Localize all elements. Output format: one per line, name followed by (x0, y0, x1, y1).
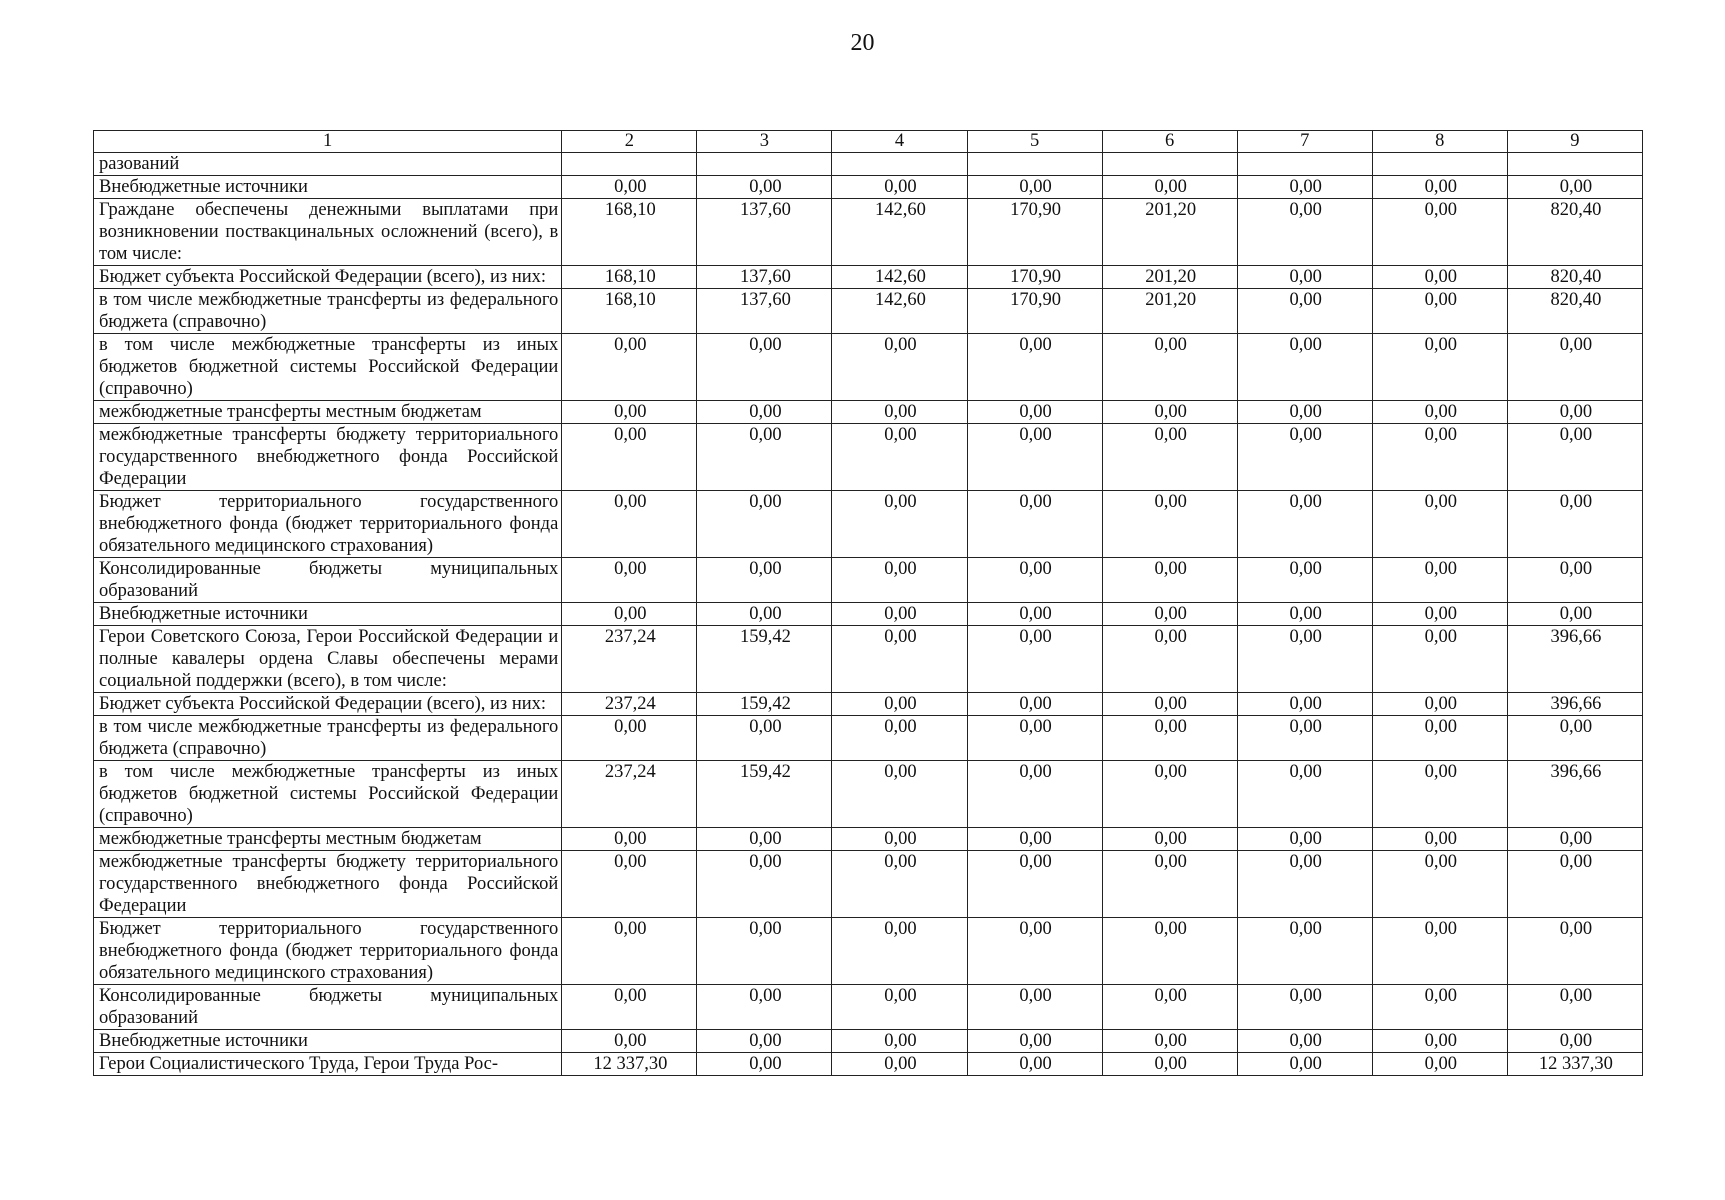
row-label: в том числе межбюджетные трансферты из федерального бюджета (справочно) (94, 289, 562, 334)
column-header: 3 (697, 131, 832, 153)
row-label: межбюджетные трансферты бюджету территориального государственного внебюджетного фонда Российской Федерации (94, 851, 562, 918)
value-cell: 0,00 (1102, 918, 1237, 985)
value-cell: 0,00 (1102, 401, 1237, 424)
column-header: 2 (562, 131, 697, 153)
table-row (94, 153, 1643, 176)
value-cell: 0,00 (1372, 693, 1507, 716)
value-cell: 0,00 (967, 558, 1102, 603)
value-cell: 237,24 (562, 693, 697, 716)
value-cell: 0,00 (832, 334, 967, 401)
value-cell: 137,60 (697, 266, 832, 289)
value-cell: 0,00 (1237, 334, 1372, 401)
value-cell: 0,00 (562, 1030, 697, 1053)
value-cell: 0,00 (562, 491, 697, 558)
value-cell: 0,00 (967, 918, 1102, 985)
table-row (94, 761, 1643, 828)
value-cell: 0,00 (562, 828, 697, 851)
value-cell: 0,00 (1237, 424, 1372, 491)
value-cell: 0,00 (1372, 199, 1507, 266)
table-row (94, 828, 1643, 851)
value-cell: 0,00 (562, 851, 697, 918)
value-cell: 0,00 (1372, 491, 1507, 558)
row-label: Внебюджетные источники (94, 1030, 562, 1053)
value-cell: 0,00 (832, 761, 967, 828)
table-row (94, 1030, 1643, 1053)
value-cell: 0,00 (832, 491, 967, 558)
value-cell: 0,00 (562, 334, 697, 401)
column-number-row (94, 131, 1643, 153)
value-cell: 0,00 (1507, 424, 1642, 491)
value-cell: 0,00 (1102, 491, 1237, 558)
value-cell: 0,00 (1237, 626, 1372, 693)
value-cell: 170,90 (967, 266, 1102, 289)
value-cell: 237,24 (562, 626, 697, 693)
value-cell: 0,00 (1237, 918, 1372, 985)
value-cell: 820,40 (1507, 266, 1642, 289)
value-cell: 0,00 (1372, 424, 1507, 491)
value-cell: 0,00 (1237, 401, 1372, 424)
value-cell: 0,00 (1507, 1030, 1642, 1053)
value-cell: 142,60 (832, 266, 967, 289)
value-cell: 201,20 (1102, 289, 1237, 334)
value-cell: 0,00 (562, 716, 697, 761)
value-cell: 201,20 (1102, 266, 1237, 289)
value-cell: 0,00 (1507, 558, 1642, 603)
value-cell: 0,00 (697, 1053, 832, 1076)
table-row (94, 289, 1643, 334)
value-cell: 820,40 (1507, 199, 1642, 266)
value-cell: 0,00 (1237, 828, 1372, 851)
column-header: 4 (832, 131, 967, 153)
value-cell: 0,00 (832, 716, 967, 761)
value-cell: 0,00 (1372, 401, 1507, 424)
value-cell: 168,10 (562, 266, 697, 289)
value-cell (697, 153, 832, 176)
value-cell: 0,00 (1372, 1030, 1507, 1053)
value-cell: 0,00 (1372, 176, 1507, 199)
value-cell: 0,00 (832, 424, 967, 491)
value-cell: 396,66 (1507, 761, 1642, 828)
value-cell: 170,90 (967, 199, 1102, 266)
value-cell: 0,00 (1102, 693, 1237, 716)
value-cell: 0,00 (1102, 1030, 1237, 1053)
value-cell: 0,00 (832, 1053, 967, 1076)
value-cell: 0,00 (1237, 199, 1372, 266)
table-row (94, 603, 1643, 626)
value-cell: 0,00 (1372, 918, 1507, 985)
table-row (94, 851, 1643, 918)
table-row (94, 716, 1643, 761)
value-cell: 0,00 (1237, 289, 1372, 334)
value-cell: 0,00 (1102, 424, 1237, 491)
value-cell: 0,00 (1237, 558, 1372, 603)
value-cell: 159,42 (697, 693, 832, 716)
value-cell: 0,00 (832, 1030, 967, 1053)
value-cell: 396,66 (1507, 626, 1642, 693)
table-row (94, 626, 1643, 693)
value-cell: 0,00 (1507, 716, 1642, 761)
value-cell: 0,00 (832, 626, 967, 693)
table-row (94, 558, 1643, 603)
column-header: 9 (1507, 131, 1642, 153)
value-cell: 0,00 (832, 828, 967, 851)
value-cell: 0,00 (832, 176, 967, 199)
value-cell (562, 153, 697, 176)
row-label: Бюджет территориального государственного внебюджетного фонда (бюджет территориального фонда обязательного медицинского страхования) (94, 918, 562, 985)
value-cell: 0,00 (1102, 626, 1237, 693)
value-cell: 0,00 (697, 558, 832, 603)
value-cell: 12 337,30 (1507, 1053, 1642, 1076)
value-cell: 142,60 (832, 199, 967, 266)
value-cell: 0,00 (1102, 851, 1237, 918)
value-cell: 0,00 (1507, 985, 1642, 1030)
value-cell: 0,00 (697, 1030, 832, 1053)
table-row (94, 693, 1643, 716)
value-cell: 159,42 (697, 761, 832, 828)
value-cell: 0,00 (967, 491, 1102, 558)
value-cell: 0,00 (1507, 918, 1642, 985)
table-row (94, 176, 1643, 199)
value-cell: 0,00 (967, 176, 1102, 199)
value-cell: 0,00 (1237, 761, 1372, 828)
value-cell: 0,00 (1237, 851, 1372, 918)
table-row (94, 401, 1643, 424)
value-cell: 0,00 (697, 176, 832, 199)
row-label: в том числе межбюджетные трансферты из иных бюджетов бюджетной системы Российской Федерации (справочно) (94, 334, 562, 401)
table-row (94, 985, 1643, 1030)
value-cell (1237, 153, 1372, 176)
value-cell: 0,00 (1237, 1030, 1372, 1053)
value-cell: 0,00 (967, 828, 1102, 851)
value-cell: 0,00 (562, 176, 697, 199)
value-cell: 0,00 (1372, 985, 1507, 1030)
value-cell: 0,00 (697, 851, 832, 918)
value-cell: 0,00 (1372, 761, 1507, 828)
table-row (94, 918, 1643, 985)
value-cell: 0,00 (1237, 985, 1372, 1030)
value-cell: 0,00 (1507, 334, 1642, 401)
value-cell: 0,00 (1102, 1053, 1237, 1076)
value-cell: 0,00 (1507, 851, 1642, 918)
value-cell: 0,00 (1372, 716, 1507, 761)
value-cell: 0,00 (967, 334, 1102, 401)
row-label: в том числе межбюджетные трансферты из федерального бюджета (справочно) (94, 716, 562, 761)
value-cell: 0,00 (1237, 266, 1372, 289)
row-label: Внебюджетные источники (94, 176, 562, 199)
row-label: Герои Социалистического Труда, Герои Труда Рос- (94, 1053, 562, 1076)
value-cell: 0,00 (832, 918, 967, 985)
value-cell: 0,00 (832, 851, 967, 918)
row-label: межбюджетные трансферты бюджету территориального государственного внебюджетного фонда Российской Федерации (94, 424, 562, 491)
value-cell: 0,00 (562, 424, 697, 491)
column-header: 8 (1372, 131, 1507, 153)
value-cell: 0,00 (1102, 334, 1237, 401)
value-cell (1372, 153, 1507, 176)
value-cell: 0,00 (1372, 334, 1507, 401)
table-row (94, 334, 1643, 401)
value-cell: 0,00 (1102, 176, 1237, 199)
value-cell: 168,10 (562, 289, 697, 334)
value-cell: 0,00 (967, 851, 1102, 918)
value-cell: 0,00 (1507, 603, 1642, 626)
value-cell: 0,00 (697, 401, 832, 424)
value-cell: 237,24 (562, 761, 697, 828)
row-label: Граждане обеспечены денежными выплатами при возникновении поствакцинальных осложнений (всего), в том числе: (94, 199, 562, 266)
value-cell: 0,00 (1102, 985, 1237, 1030)
table-body (94, 153, 1643, 1076)
value-cell: 0,00 (697, 828, 832, 851)
value-cell: 137,60 (697, 199, 832, 266)
row-label: в том числе межбюджетные трансферты из иных бюджетов бюджетной системы Российской Федерации (справочно) (94, 761, 562, 828)
value-cell: 0,00 (1372, 558, 1507, 603)
value-cell: 170,90 (967, 289, 1102, 334)
column-header: 1 (94, 131, 562, 153)
table-row (94, 1053, 1643, 1076)
value-cell: 168,10 (562, 199, 697, 266)
value-cell: 159,42 (697, 626, 832, 693)
column-header: 6 (1102, 131, 1237, 153)
row-label: Бюджет субъекта Российской Федерации (всего), из них: (94, 266, 562, 289)
value-cell: 0,00 (1372, 1053, 1507, 1076)
value-cell (1507, 153, 1642, 176)
row-label: Внебюджетные источники (94, 603, 562, 626)
value-cell: 12 337,30 (562, 1053, 697, 1076)
value-cell: 142,60 (832, 289, 967, 334)
value-cell: 0,00 (1102, 828, 1237, 851)
table-row (94, 199, 1643, 266)
value-cell: 0,00 (967, 693, 1102, 716)
value-cell: 0,00 (832, 603, 967, 626)
table-row (94, 424, 1643, 491)
row-label: Герои Советского Союза, Герои Российской Федерации и полные кавалеры ордена Славы обеспечены мерами социальной поддержки (всего), в том числе: (94, 626, 562, 693)
value-cell: 0,00 (1237, 176, 1372, 199)
table-row (94, 266, 1643, 289)
value-cell: 0,00 (1372, 851, 1507, 918)
table-row (94, 491, 1643, 558)
value-cell: 0,00 (562, 603, 697, 626)
value-cell: 0,00 (967, 626, 1102, 693)
column-header: 5 (967, 131, 1102, 153)
value-cell: 0,00 (1102, 716, 1237, 761)
value-cell: 0,00 (1102, 558, 1237, 603)
value-cell: 0,00 (967, 603, 1102, 626)
row-label: разований (94, 153, 562, 176)
page-number: 20 (850, 30, 875, 56)
value-cell: 0,00 (697, 603, 832, 626)
value-cell: 0,00 (967, 985, 1102, 1030)
value-cell: 820,40 (1507, 289, 1642, 334)
value-cell: 0,00 (562, 558, 697, 603)
budget-table (93, 130, 1643, 1076)
value-cell: 0,00 (697, 334, 832, 401)
value-cell: 0,00 (1372, 626, 1507, 693)
value-cell: 0,00 (697, 985, 832, 1030)
value-cell: 0,00 (697, 918, 832, 985)
value-cell: 0,00 (1237, 491, 1372, 558)
value-cell: 0,00 (1237, 716, 1372, 761)
value-cell: 0,00 (697, 491, 832, 558)
value-cell (967, 153, 1102, 176)
value-cell: 0,00 (562, 985, 697, 1030)
value-cell: 0,00 (1507, 828, 1642, 851)
value-cell: 0,00 (832, 693, 967, 716)
value-cell: 0,00 (1372, 289, 1507, 334)
value-cell: 0,00 (562, 401, 697, 424)
value-cell: 0,00 (967, 761, 1102, 828)
value-cell (1102, 153, 1237, 176)
value-cell: 0,00 (1372, 603, 1507, 626)
value-cell: 0,00 (967, 424, 1102, 491)
row-label: Бюджет территориального государственного внебюджетного фонда (бюджет территориального фонда обязательного медицинского страхования) (94, 491, 562, 558)
column-header: 7 (1237, 131, 1372, 153)
value-cell: 0,00 (1237, 693, 1372, 716)
row-label: Бюджет субъекта Российской Федерации (всего), из них: (94, 693, 562, 716)
value-cell: 201,20 (1102, 199, 1237, 266)
value-cell: 0,00 (832, 558, 967, 603)
value-cell: 0,00 (1372, 266, 1507, 289)
row-label: Консолидированные бюджеты муниципальных образований (94, 985, 562, 1030)
value-cell: 0,00 (1507, 491, 1642, 558)
value-cell: 0,00 (1102, 761, 1237, 828)
value-cell: 0,00 (1237, 603, 1372, 626)
value-cell: 137,60 (697, 289, 832, 334)
value-cell (832, 153, 967, 176)
value-cell: 0,00 (697, 424, 832, 491)
value-cell: 396,66 (1507, 693, 1642, 716)
value-cell: 0,00 (1102, 603, 1237, 626)
value-cell: 0,00 (1237, 1053, 1372, 1076)
value-cell: 0,00 (1507, 401, 1642, 424)
value-cell: 0,00 (562, 918, 697, 985)
value-cell: 0,00 (832, 985, 967, 1030)
value-cell: 0,00 (1372, 828, 1507, 851)
value-cell: 0,00 (967, 401, 1102, 424)
value-cell: 0,00 (967, 1053, 1102, 1076)
value-cell: 0,00 (1507, 176, 1642, 199)
row-label: межбюджетные трансферты местным бюджетам (94, 828, 562, 851)
value-cell: 0,00 (832, 401, 967, 424)
row-label: Консолидированные бюджеты муниципальных образований (94, 558, 562, 603)
row-label: межбюджетные трансферты местным бюджетам (94, 401, 562, 424)
value-cell: 0,00 (967, 716, 1102, 761)
value-cell: 0,00 (697, 716, 832, 761)
value-cell: 0,00 (967, 1030, 1102, 1053)
